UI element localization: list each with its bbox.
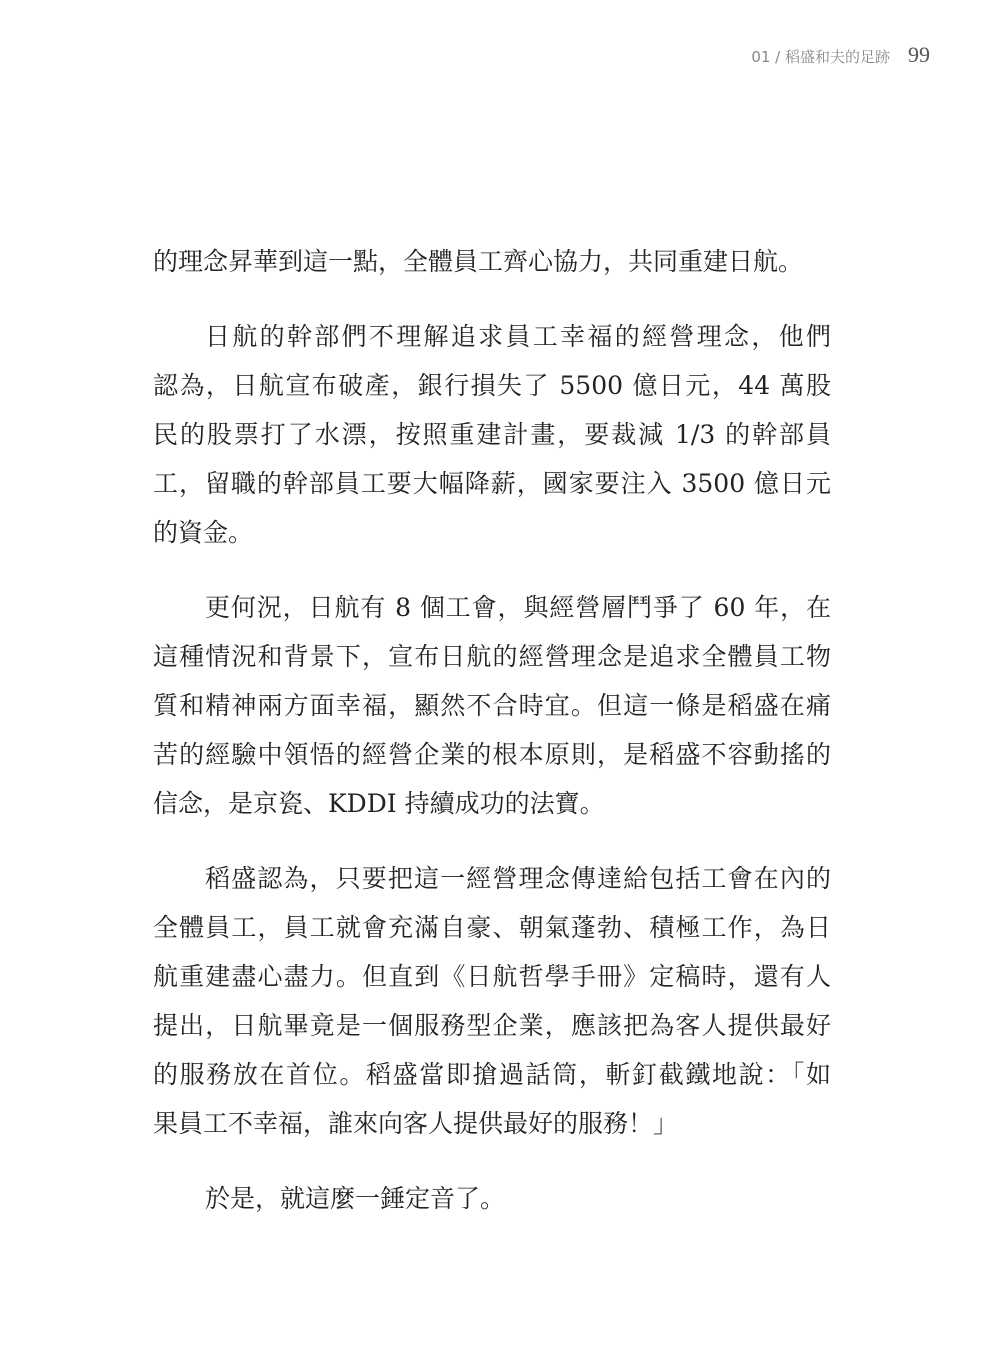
paragraph (153, 583, 831, 828)
paragraph (153, 1174, 831, 1223)
text-line: 於是，就這麼一錘定音了。 (205, 1184, 506, 1213)
text-line: 的服務放在首位。稻盛當即搶過話筒，斬釘截鐵地說：「如 (153, 1060, 831, 1089)
text-line: 信念，是京瓷、KDDI 持續成功的法寶。 (153, 789, 605, 818)
text-line: 稻盛認為，只要把這一經營理念傳達給包括工會在內的 (205, 864, 831, 893)
text-line: 的理念昇華到這一點，全體員工齊心協力，共同重建日航。 (153, 247, 804, 276)
page-number: 99 (908, 42, 930, 67)
running-title: 01 / 稻盛和夫的足跡 (751, 48, 890, 66)
text-line: 日航的幹部們不理解追求員工幸福的經營理念，他們 (205, 322, 831, 351)
body-text (153, 237, 831, 1249)
text-line: 認為，日航宣布破產，銀行損失了 5500 億日元，44 萬股 (153, 371, 831, 400)
text-line: 的資金。 (153, 518, 254, 547)
text-line: 質和精神兩方面幸福，顯然不合時宜。但這一條是稻盛在痛 (153, 691, 831, 720)
paragraph (153, 237, 831, 286)
text-line: 航重建盡心盡力。但直到《日航哲學手冊》定稿時，還有人 (153, 962, 831, 991)
text-line: 這種情況和背景下，宣布日航的經營理念是追求全體員工物 (153, 642, 831, 671)
text-line: 更何況，日航有 8 個工會，與經營層鬥爭了 60 年，在 (205, 593, 831, 622)
running-header (751, 42, 930, 68)
paragraph (153, 854, 831, 1148)
text-line: 民的股票打了水漂，按照重建計畫，要裁減 1/3 的幹部員 (153, 420, 831, 449)
paragraph (153, 312, 831, 557)
text-line: 工，留職的幹部員工要大幅降薪，國家要注入 3500 億日元 (153, 469, 831, 498)
text-line: 全體員工，員工就會充滿自豪、朝氣蓬勃、積極工作，為日 (153, 913, 831, 942)
text-line: 果員工不幸福，誰來向客人提供最好的服務！」 (153, 1109, 679, 1138)
text-line: 苦的經驗中領悟的經營企業的根本原則，是稻盛不容動搖的 (153, 740, 831, 769)
text-line: 提出，日航畢竟是一個服務型企業，應該把為客人提供最好 (153, 1011, 831, 1040)
